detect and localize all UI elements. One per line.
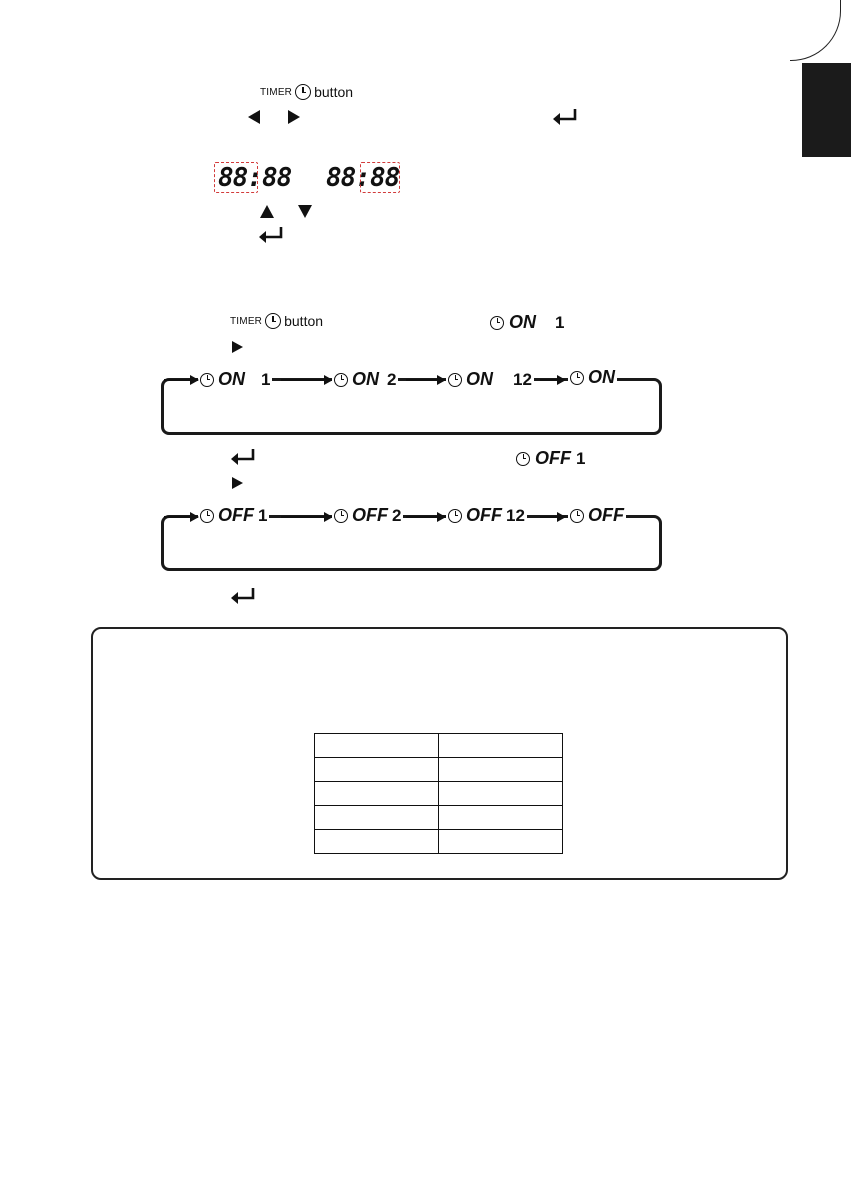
- flow-arrow-head: [190, 512, 199, 522]
- off-cycle-label: OFF: [218, 505, 254, 525]
- on-timer-indicator: [490, 312, 564, 333]
- language-tab: [802, 63, 851, 157]
- table-row: [315, 782, 563, 806]
- off-cycle-step: [568, 505, 626, 526]
- flow-arrow-head: [437, 512, 446, 522]
- on-cycle-step: [332, 369, 398, 390]
- off-timer-indicator: [516, 448, 585, 469]
- enter-icon: [552, 108, 578, 126]
- table-cell: [439, 830, 563, 854]
- off-cycle-label: OFF: [352, 505, 388, 525]
- timer-label: TIMER: [260, 86, 293, 98]
- clock-icon: [200, 509, 214, 523]
- loop-return-arrow: [164, 516, 192, 518]
- off-cycle-step: [332, 505, 403, 526]
- clock-icon: [516, 452, 530, 466]
- loop-return-arrow: [164, 379, 192, 381]
- flow-arrow-head: [557, 375, 566, 385]
- clock-icon: [570, 371, 584, 385]
- flow-arrow-head: [437, 375, 446, 385]
- off-label: OFF: [535, 448, 571, 468]
- on-number: 1: [555, 312, 565, 332]
- enter-icon: [230, 587, 256, 605]
- enter-icon: [230, 448, 256, 466]
- minute-highlight: [360, 162, 400, 193]
- off-cycle-step: [446, 505, 527, 526]
- table-cell: [315, 806, 439, 830]
- digital-display-left: 88:88: [218, 163, 292, 193]
- on-cycle-label: ON: [218, 369, 245, 389]
- button-word: button: [284, 313, 324, 329]
- play-icon: [232, 477, 243, 489]
- table-cell: [315, 830, 439, 854]
- flow-arrow-head: [557, 512, 566, 522]
- table-cell: [439, 782, 563, 806]
- timer-table: [314, 733, 563, 854]
- hour-highlight: [214, 162, 258, 193]
- clock-icon: [448, 373, 462, 387]
- digital-display-right: 88:88: [326, 163, 400, 193]
- table-row: [315, 734, 563, 758]
- clock-icon: [334, 509, 348, 523]
- on-cycle-step: [568, 367, 617, 388]
- on-cycle-step: [198, 369, 272, 390]
- off-cycle-step: [198, 505, 269, 526]
- clock-icon: [490, 316, 504, 330]
- table-cell: [439, 758, 563, 782]
- flow-arrow: [281, 516, 325, 518]
- flow-arrow: [406, 516, 438, 518]
- on-label: ON: [509, 312, 536, 332]
- clock-icon: [570, 509, 584, 523]
- timer-label: TIMER: [230, 315, 263, 327]
- table-cell: [439, 806, 563, 830]
- on-cycle-number: 1: [261, 369, 271, 389]
- flow-arrow-head: [190, 375, 199, 385]
- clock-icon: [448, 509, 462, 523]
- clock-icon: [265, 313, 281, 329]
- down-arrow-icon: [298, 205, 312, 218]
- on-cycle-label: ON: [588, 367, 615, 387]
- table-row: [315, 806, 563, 830]
- off-cycle-label: OFF: [466, 505, 502, 525]
- crop-mark: [790, 0, 841, 61]
- on-cycle-number: 12: [513, 369, 532, 389]
- on-cycle-step: [446, 369, 534, 390]
- flow-arrow: [281, 379, 325, 381]
- clock-icon: [334, 373, 348, 387]
- off-cycle-number: 1: [258, 505, 268, 525]
- left-arrow-icon: [248, 110, 260, 124]
- table-cell: [315, 782, 439, 806]
- clock-icon: [295, 84, 311, 100]
- on-cycle-label: ON: [352, 369, 379, 389]
- table-cell: [315, 758, 439, 782]
- flow-arrow: [540, 379, 558, 381]
- play-icon: [232, 341, 243, 353]
- on-cycle-number: 2: [387, 369, 397, 389]
- off-number: 1: [576, 448, 586, 468]
- table-cell: [315, 734, 439, 758]
- enter-icon: [258, 226, 284, 244]
- flow-arrow: [540, 516, 558, 518]
- flow-arrow: [406, 379, 438, 381]
- up-arrow-icon: [260, 205, 274, 218]
- right-arrow-icon: [288, 110, 300, 124]
- table-cell: [439, 734, 563, 758]
- off-cycle-label: OFF: [588, 505, 624, 525]
- timer-button-reference: [260, 84, 353, 100]
- off-cycle-number: 2: [392, 505, 402, 525]
- button-word: button: [314, 84, 354, 100]
- on-cycle-label: ON: [466, 369, 493, 389]
- table-row: [315, 758, 563, 782]
- table-row: [315, 830, 563, 854]
- off-cycle-number: 12: [506, 505, 525, 525]
- clock-icon: [200, 373, 214, 387]
- timer-button-reference: [230, 313, 323, 329]
